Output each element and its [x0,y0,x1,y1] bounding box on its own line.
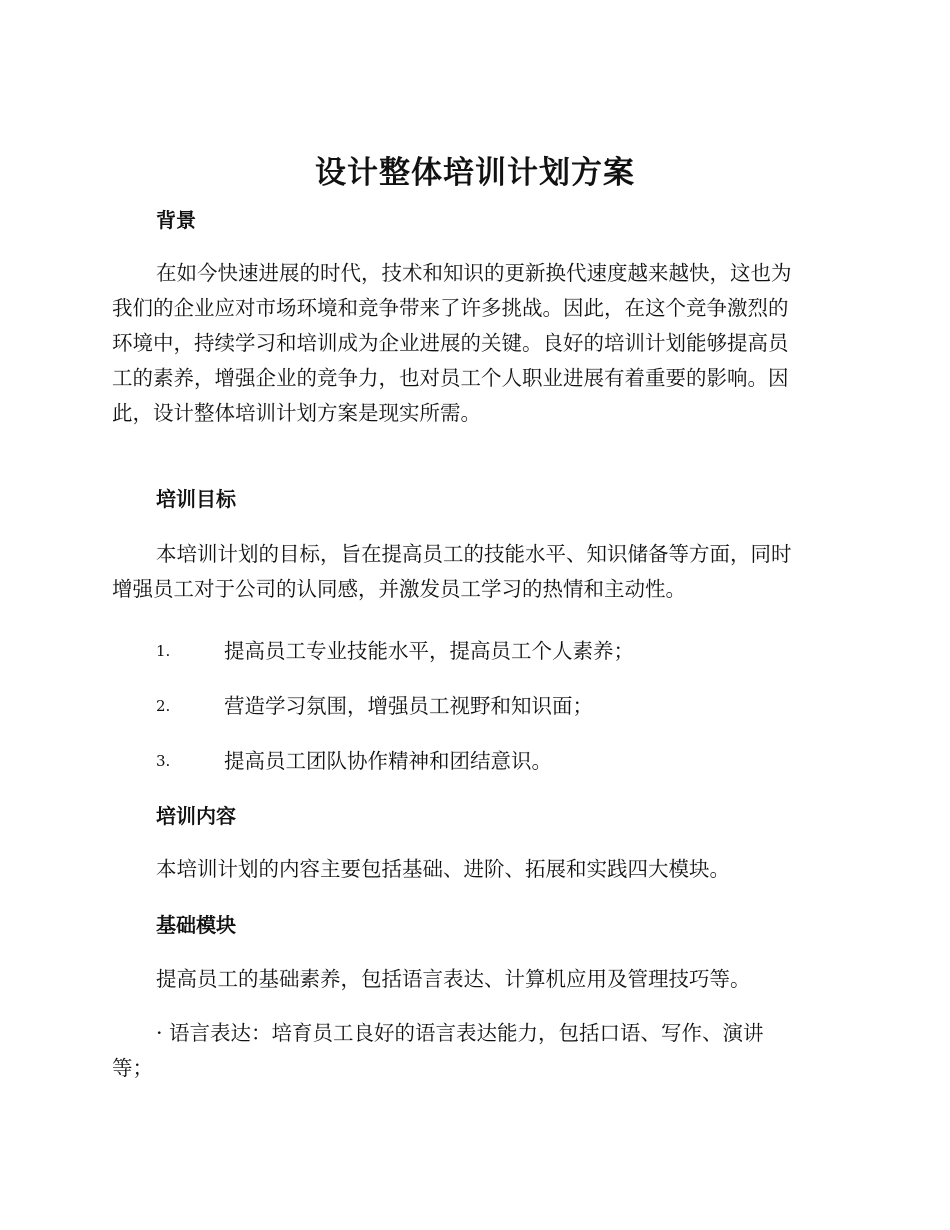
paragraph-line: 增强员工对于公司的认同感，并激发员工学习的热情和主动性。 [112,577,686,601]
paragraph-line: 环境中，持续学习和培训成为企业进展的关键。良好的培训计划能够提高员 [112,331,789,355]
goals-paragraph [112,537,834,607]
paragraph-line: 本培训计划的目标，旨在提高员工的技能水平、知识储备等方面，同时 [156,542,792,566]
list-item-number: 2. [156,697,171,715]
content-paragraph: 本培训计划的内容主要包括基础、进阶、拓展和实践四大模块。 [156,857,730,881]
list-item-number: 3. [156,752,171,770]
paragraph-line: · 语言表达：培育员工良好的语言表达能力，包括口语、写作、演讲 [156,1021,764,1045]
paragraph-line: 工的素养，增强企业的竞争力，也对员工个人职业进展有着重要的影响。因 [112,366,789,390]
paragraph-line: 此，设计整体培训计划方案是现实所需。 [112,401,481,425]
list-item-number: 1. [156,642,171,660]
section-heading-background: 背景 [156,208,196,232]
list-item: 营造学习氛围，增强员工视野和知识面； [224,694,593,718]
bullet-paragraph [112,1016,834,1086]
document-title: 设计整体培训计划方案 [315,155,635,191]
paragraph-line: 我们的企业应对市场环境和竞争带来了许多挑战。因此，在这个竞争激烈的 [112,296,789,320]
section-heading-content: 培训内容 [156,804,236,828]
basic-module-paragraph: 提高员工的基础素养，包括语言表达、计算机应用及管理技巧等。 [156,967,751,991]
paragraph-line: 在如今快速进展的时代，技术和知识的更新换代速度越来越快，这也为 [156,261,792,285]
section-heading-goals: 培训目标 [156,487,236,511]
background-paragraph [112,256,834,431]
list-item: 提高员工团队协作精神和团结意识。 [224,749,552,773]
paragraph-line: 等； [112,1056,153,1080]
list-item: 提高员工专业技能水平，提高员工个人素养； [224,639,634,663]
section-heading-basic-module: 基础模块 [156,913,236,937]
